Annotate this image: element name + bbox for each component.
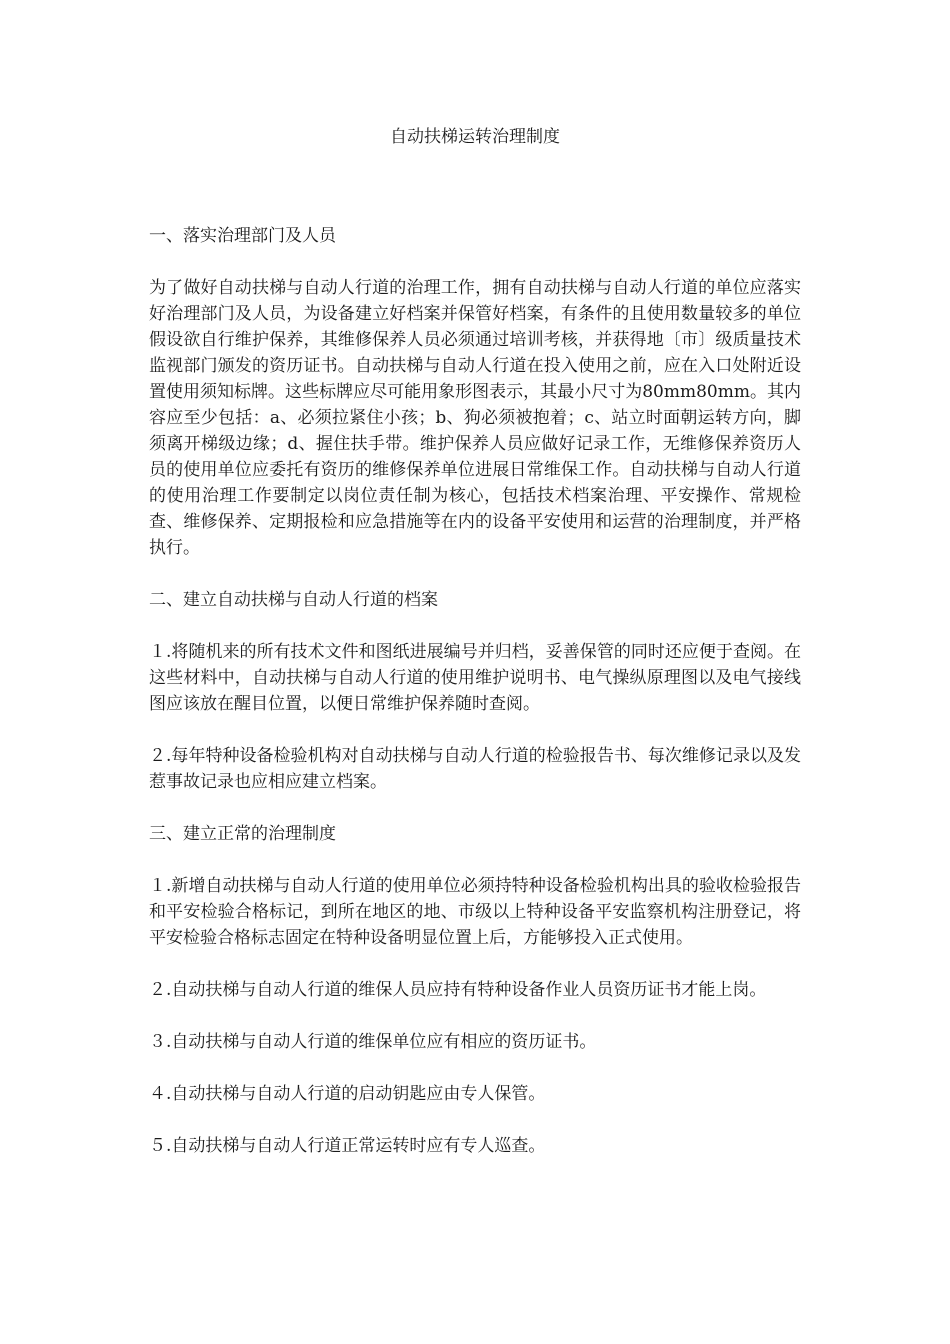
paragraph: ２.自动扶梯与自动人行道的维保人员应持有特种设备作业人员资历证书才能上岗。 bbox=[149, 980, 767, 1000]
paragraph: ４.自动扶梯与自动人行道的启动钥匙应由专人保管。 bbox=[149, 1084, 546, 1104]
section-heading-1: 一、落实治理部门及人员 bbox=[149, 226, 336, 246]
paragraph: １.新增自动扶梯与自动人行道的使用单位必须持特种设备检验机构出具的验收检验报告和平安检验合格标记，到所在地区的地、市级以上特种设备平安监察机构注册登记，将平安检验合格标志固定在特种设备明显位置上后，方能够投入正式使用。 bbox=[149, 876, 801, 948]
document-body bbox=[149, 223, 801, 1159]
paragraph: 为了做好自动扶梯与自动人行道的治理工作，拥有自动扶梯与自动人行道的单位应落实好治理部门及人员，为设备建立好档案并保管好档案，有条件的且使用数量较多的单位假设欲自行维护保养，其维修保养人员必须通过培训考核，并获得地〔市〕级质量技术监视部门颁发的资历证书。自动扶梯与自动人行道在投入使用之前，应在入口处附近设置使用须知标牌。这些标牌应尽可能用象形图表示，其最小尺寸为80mm80mm。其内容应至少包括：a、必须拉紧住小孩；b、狗必须被抱着；c、站立时面朝运转方向，脚须离开梯级边缘；d、握住扶手带。维护保养人员应做好记录工作，无维修保养资历人员的使用单位应委托有资历的维修保养单位进展日常维保工作。自动扶梯与自动人行道的使用治理工作要制定以岗位责任制为核心，包括技术档案治理、平安操作、常规检查、维修保养、定期报检和应急措施等在内的设备平安使用和运营的治理制度，并严格执行。 bbox=[149, 278, 801, 558]
document-title: 自动扶梯运转治理制度 bbox=[390, 127, 560, 147]
paragraph: ２.每年特种设备检验机构对自动扶梯与自动人行道的检验报告书、每次维修记录以及发惹事故记录也应相应建立档案。 bbox=[149, 746, 801, 792]
paragraph: ３.自动扶梯与自动人行道的维保单位应有相应的资历证书。 bbox=[149, 1032, 597, 1052]
paragraph: １.将随机来的所有技术文件和图纸进展编号并归档，妥善保管的同时还应便于查阅。在这些材料中，自动扶梯与自动人行道的使用维护说明书、电气操纵原理图以及电气接线图应该放在醒目位置，以便日常维护保养随时查阅。 bbox=[149, 642, 801, 714]
paragraph: ５.自动扶梯与自动人行道正常运转时应有专人巡查。 bbox=[149, 1136, 546, 1156]
section-heading-2: 二、建立自动扶梯与自动人行道的档案 bbox=[149, 590, 438, 610]
section-heading-3: 三、建立正常的治理制度 bbox=[149, 824, 336, 844]
